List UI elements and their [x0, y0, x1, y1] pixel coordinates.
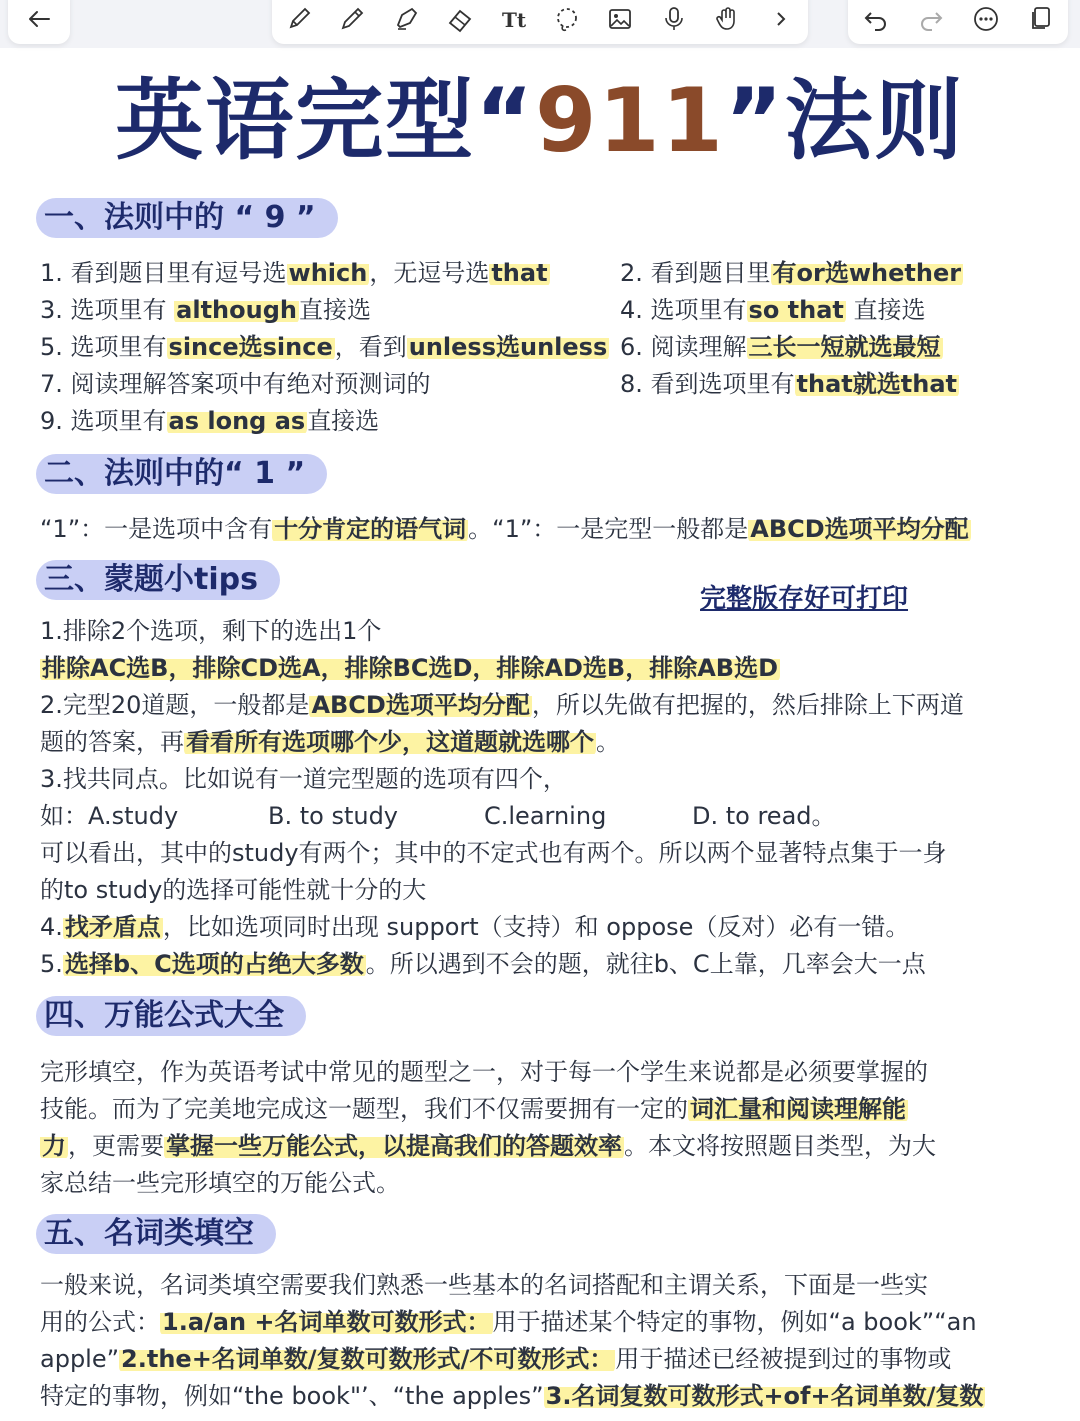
- toolbar-right: [848, 0, 1068, 44]
- section-heading-4: 四、万能公式大全: [36, 996, 306, 1036]
- pen-icon[interactable]: [283, 3, 315, 35]
- rule-item-3: 3. 选项里有 although直接选: [40, 296, 371, 324]
- formula-line-1: 完形填空，作为英语考试中常见的题型之一，对于每一个学生来说都是必须要掌握的: [40, 1058, 928, 1086]
- microphone-icon[interactable]: [658, 3, 690, 35]
- noun-line-1: 一般来说，名词类填空需要我们熟悉一些基本的名词搭配和主谓关系，下面是一些实: [40, 1271, 928, 1299]
- rule-item-5: 5. 选项里有since选since，看到unless选unless: [40, 333, 608, 361]
- tip-line-7: 可以看出，其中的study有两个；其中的不定式也有两个。所以两个显著特点集于一身: [40, 839, 947, 867]
- highlighter-icon[interactable]: [390, 3, 422, 35]
- tip-line-10: 5.选择b、C选项的占绝大多数。所以遇到不会的题，就往b、C上靠，几率会大一点: [40, 950, 926, 978]
- section-2-text: “1”：一是选项中含有十分肯定的语气词。“1”：一是完型一般都是ABCD选项平均分配: [40, 515, 969, 543]
- back-arrow-icon[interactable]: [23, 3, 55, 35]
- rule-item-8: 8. 看到选项里有that就选that: [620, 370, 957, 398]
- formula-line-3: 力，更需要掌握一些万能公式，以提高我们的答题效率。本文将按照题目类型，为大: [42, 1132, 936, 1160]
- section-heading-3: 三、蒙题小tips: [36, 560, 280, 600]
- image-icon[interactable]: [604, 3, 636, 35]
- page-title: [0, 66, 1080, 176]
- title-text-before: 英语完型“: [115, 69, 536, 172]
- noun-line-2: 用的公式：1.a/an +名词单数可数形式：用于描述某个特定的事物，例如“a book”“an: [40, 1308, 977, 1336]
- tip-line-3: 2.完型20道题，一般都是ABCD选项平均分配，所以先做有把握的，然后排除上下两道: [40, 691, 964, 719]
- tip-option-a: 如：A.study: [40, 802, 179, 830]
- tip-line-2: 排除AC选B，排除CD选A，排除BC选D，排除AD选B，排除AB选D: [42, 654, 778, 682]
- rule-item-2: 2. 看到题目里有or选whether: [620, 259, 962, 287]
- pencil-icon[interactable]: [336, 3, 368, 35]
- section-heading-5: 五、名词类填空: [36, 1214, 276, 1254]
- tip-line-9: 4.找矛盾点，比如选项同时出现 support（支持）和 oppose（反对）必有一错。: [40, 913, 910, 941]
- lasso-icon[interactable]: [551, 3, 583, 35]
- tip-line-8: 的to study的选择可能性就十分的大: [40, 876, 427, 904]
- noun-line-3: apple”2.the+名词单数/复数可数形式/不可数形式：用于描述已经被提到过的事物或: [40, 1345, 952, 1373]
- app-toolbar: [0, 0, 1080, 48]
- section-heading-1: 一、法则中的 “ 9 ”: [36, 198, 338, 238]
- chevron-right-icon[interactable]: [765, 3, 797, 35]
- rule-item-6: 6. 阅读理解三长一短就选最短: [620, 333, 941, 361]
- more-icon[interactable]: [970, 3, 1002, 35]
- undo-icon[interactable]: [860, 3, 892, 35]
- title-text-after: ”法则: [724, 69, 965, 172]
- rule-item-1: 1. 看到题目里有逗号选which，无逗号选that: [40, 259, 548, 287]
- pages-icon[interactable]: [1025, 3, 1057, 35]
- tip-option-b: B. to study: [268, 802, 399, 830]
- printable-version-link[interactable]: 完整版存好可打印: [700, 584, 909, 614]
- tip-option-d: D. to read。: [692, 802, 836, 830]
- tip-line-4: 题的答案，再看看所有选项哪个少，这道题就选哪个。: [40, 728, 620, 756]
- title-number: 911: [535, 69, 725, 172]
- section-heading-2: 二、法则中的“ 1 ”: [36, 454, 327, 494]
- noun-line-4: 特定的事物，例如“the book"’、“the apples”3.名词复数可数形式+of+名词单数/复数: [40, 1382, 984, 1410]
- toolbar-left: [8, 0, 70, 44]
- tip-line-5: 3.找共同点。比如说有一道完型题的选项有四个，: [40, 765, 567, 793]
- formula-line-2: 技能。而为了完美地完成这一题型，我们不仅需要拥有一定的词汇量和阅读理解能: [40, 1095, 906, 1123]
- rule-item-4: 4. 选项里有so that 直接选: [620, 296, 926, 324]
- hand-icon[interactable]: [712, 3, 744, 35]
- svg-text:Tt: Tt: [502, 8, 527, 32]
- tip-option-c: C.learning: [484, 802, 607, 830]
- formula-line-4: 家总结一些完形填空的万能公式。: [40, 1169, 400, 1197]
- rule-item-9: 9. 选项里有as long as直接选: [40, 407, 380, 435]
- text-tool-icon[interactable]: [497, 3, 529, 35]
- eraser-icon[interactable]: [444, 3, 476, 35]
- toolbar-center: [272, 0, 808, 44]
- tip-line-1: 1.排除2个选项，剩下的选出1个: [40, 617, 382, 645]
- rule-item-7: 7. 阅读理解答案项中有绝对预测词的: [40, 370, 431, 398]
- redo-icon[interactable]: [915, 3, 947, 35]
